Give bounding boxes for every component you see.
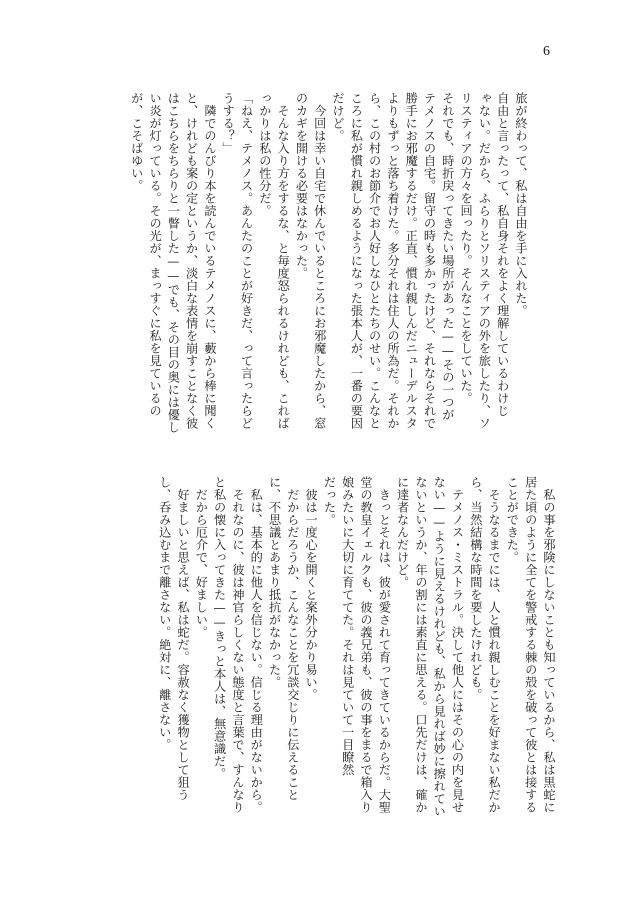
- text-line: そんな入り方をするな、と毎度怒られるけれども、これば: [276, 92, 291, 430]
- text-line: と私の懐に入ってきた——きっと本人は、無意識だ。: [212, 476, 227, 780]
- text-line: テメノス・ミストラル。決して他人にはその心の内を見せ: [450, 476, 465, 814]
- text-line: だからだろうか、こんなことを冗談交じりに伝えること: [285, 476, 300, 801]
- text-line: 彼は一度心を開くと案外分かり易い。: [304, 476, 319, 701]
- text-line: 居た頃のように全てを警戒する棘の殻を破って彼とは接する: [523, 476, 538, 814]
- text-line: っかりは私の性分だ。: [257, 92, 272, 217]
- page-number: 6: [543, 44, 550, 59]
- text-line: だった。: [322, 476, 337, 526]
- text-line: 娘みたいに大切に育ててた。それは見ていて一目瞭然: [340, 476, 355, 776]
- text-line: と、けれども案の定というか、淡白な表情を崩すことなく彼: [184, 92, 199, 430]
- text-line: 私の事を邪険にしないことも知っているから、私は黒蛇に: [542, 476, 556, 814]
- upper-text-block: [108, 92, 530, 434]
- text-line: 旅が終わって、私は自由を手に入れた。: [514, 92, 528, 317]
- text-line: 私は、基本的に他人を信じない。信じる理由がないから。: [249, 476, 264, 814]
- text-line: 好ましいと思えば、私は蛇だ。容赦なく獲物として狙う: [176, 476, 191, 801]
- text-line: 「ねえ、テメノス。あんたのことが好きだ、って言ったらど: [239, 92, 254, 430]
- text-line: のカギを開ける必要はなかった。: [294, 92, 309, 280]
- text-line: だけど。: [331, 92, 346, 142]
- text-line: ら、当然結構な時間を要したけれども。: [468, 476, 483, 701]
- text-line: そうなるまでには、人と慣れ親しむことを好まない私だか: [487, 476, 502, 814]
- text-line: に、不思議とあまり抵抗がなかった。: [267, 476, 282, 689]
- text-line: ら、この村のお節介でお人好しなひとたちのせい。こんなと: [367, 92, 382, 430]
- text-line: それでも、時折戻ってきたい場所があった——その一つが: [440, 92, 455, 421]
- lower-text-block: [108, 476, 558, 848]
- text-line: 堂の教皇イェルクも、彼の義兄弟も、彼の事をまるで箱入り: [359, 476, 374, 814]
- text-line: ない——ように見えるけれども、私から見れば妙に擦れてい: [432, 476, 447, 818]
- text-line: し、呑み込むまで離さない。絶対に、離さない。: [157, 476, 172, 751]
- text-line: に達者なんだけど。: [395, 476, 410, 589]
- text-line: それなのに、彼は神官らしくない態度と言葉で、すんなり: [230, 476, 245, 814]
- text-line: 隣でのんびり本を読んでいるテメノスに、藪から棒に聞く: [202, 92, 217, 430]
- text-line: テメノスの自宅。留守の時も多かったけど、それならそれで: [422, 92, 437, 430]
- text-line: よりもずっと落ち着けた。多分それは住人の所為だ。それか: [385, 92, 400, 430]
- text-line: 自由と言ったって、私自身それをよく理解しているわけじ: [495, 92, 510, 417]
- text-line: 今回は幸い自宅で休んでいるところにお邪魔したから、窓: [312, 92, 327, 430]
- text-line: が、こそばゆい。: [129, 92, 144, 192]
- text-line: はこちらをちらりと一瞥した——でも、その目の奥には優し: [166, 92, 181, 434]
- text-line: うする？」: [221, 92, 236, 155]
- text-line: きっとそれは、彼が愛されて育ってきているからだ。大聖: [377, 476, 392, 814]
- text-line: ないというか、年の割には素直に思える。口先だけは、確か: [413, 476, 428, 814]
- text-line: 勝手にお邪魔するだけ。正直、慣れ親しんだニューデルスタ: [404, 92, 419, 430]
- text-line: ころに私が慣れ親しめるようになった張本人が、一番の要因: [349, 92, 364, 430]
- text-line: い炎が灯っている。その光が、まっすぐに私を見ているの: [148, 92, 163, 417]
- text-line: だから厄介で、好ましい。: [194, 476, 209, 639]
- text-line: ことができた。: [505, 476, 520, 564]
- text-line: リスティアの方々を回ったり。そんなことをしていた。: [459, 92, 474, 405]
- text-line: ゃない。だから、ふらりとソリスティアの外を旅したり、ソ: [477, 92, 492, 430]
